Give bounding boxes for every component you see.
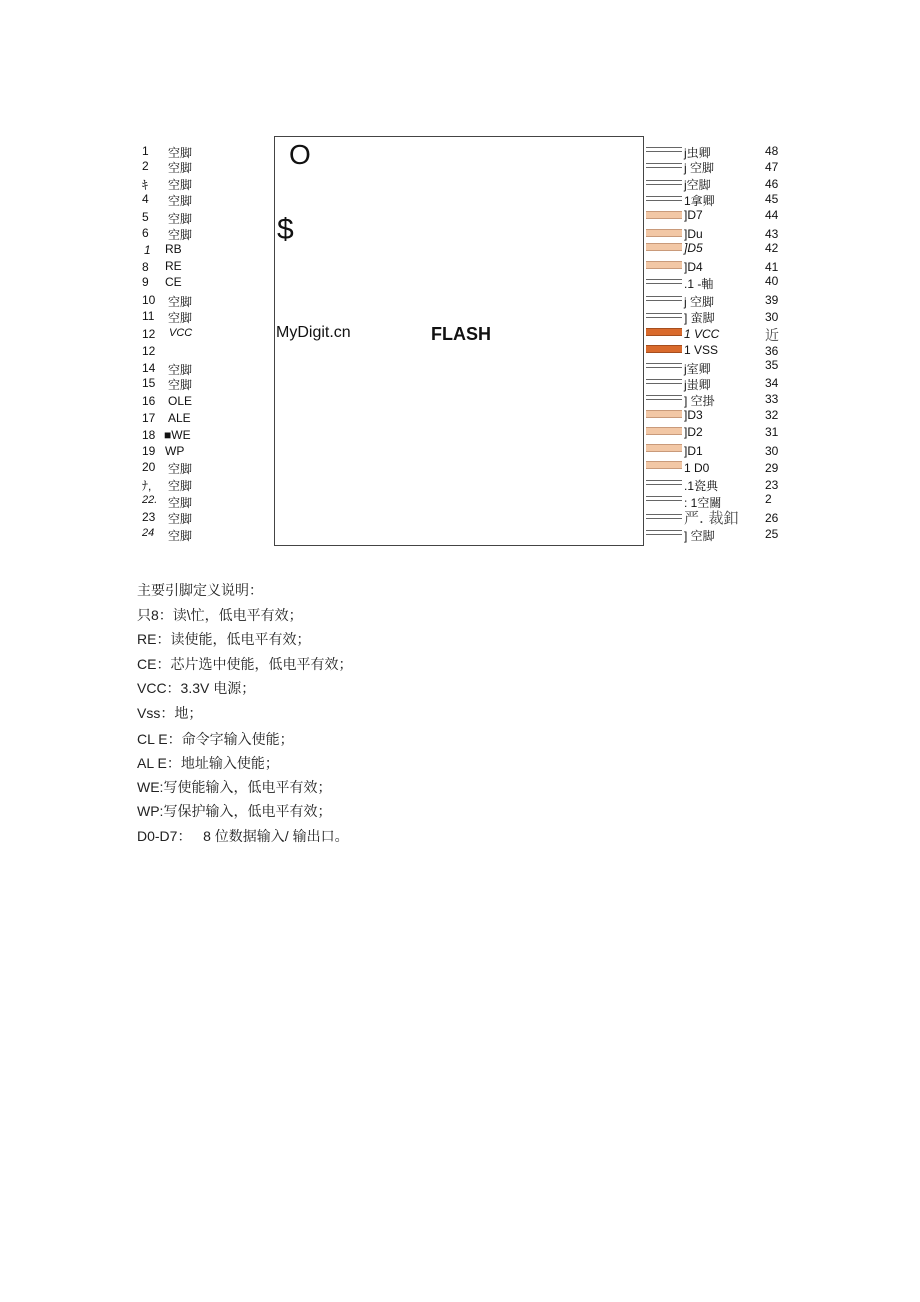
- description-line: Vss：地；: [137, 705, 203, 721]
- right-pin-label: 1拿卿: [684, 194, 715, 208]
- left-pin-number: ｷ: [142, 178, 149, 192]
- description-line: D0-D7： 8 位数据输入/ 输出口。: [137, 828, 349, 844]
- left-pin-number: 20: [142, 460, 156, 474]
- pin-line-power: [646, 345, 682, 353]
- right-pin-label: 严. 裁釦: [684, 509, 739, 527]
- left-pin-label: WP: [165, 444, 185, 458]
- description-line: AL E：地址输入使能；: [137, 755, 279, 771]
- pin-line-data: [646, 444, 682, 452]
- right-pin-label: j蚩卿: [684, 378, 711, 392]
- right-pin-number: 46: [765, 177, 779, 191]
- pin-line: [646, 496, 682, 501]
- brand-label: MyDigit.cn: [276, 324, 351, 341]
- chip-name: FLASH: [431, 324, 491, 344]
- right-pin-number: 34: [765, 376, 779, 390]
- right-pin-label: 1 D0: [684, 461, 710, 475]
- left-pin-number: 1: [144, 243, 151, 257]
- right-pin-number: 41: [765, 260, 779, 274]
- right-pin-label: .1 -軸: [684, 277, 714, 291]
- description-line: WE:写使能输入，低电平有效；: [137, 779, 332, 795]
- left-pin-label: ALE: [168, 411, 191, 425]
- right-pin-number: 23: [765, 478, 779, 492]
- pin-line: [646, 296, 682, 301]
- pin-line-data: [646, 461, 682, 469]
- right-pin-label: ]D4: [684, 260, 703, 274]
- left-pin-label: 空脚: [168, 161, 193, 175]
- pin-line: [646, 279, 682, 284]
- pin-line-data: [646, 211, 682, 219]
- right-pin-number: 26: [765, 511, 779, 525]
- left-pin-label: 空脚: [168, 295, 193, 309]
- right-pin-label: ] 空掛: [684, 394, 715, 408]
- right-pin-label: ]D2: [684, 425, 703, 439]
- pin-line: [646, 480, 682, 485]
- pin-line: [646, 363, 682, 368]
- left-pin-number: 2: [142, 159, 149, 173]
- flash-chip-body: [274, 136, 644, 546]
- pin-line: [646, 379, 682, 384]
- left-pin-number: 15: [142, 376, 156, 390]
- left-pin-label: 空脚: [168, 146, 193, 160]
- left-pin-number: 4: [142, 192, 149, 206]
- left-pin-number: 12: [142, 344, 156, 358]
- left-pin-number: 12: [142, 327, 156, 341]
- orientation-circle-mark: O: [289, 139, 311, 170]
- left-pin-label: 空脚: [168, 529, 193, 543]
- right-pin-number: 2: [765, 492, 772, 506]
- right-pin-number: 33: [765, 392, 779, 406]
- pin-line: [646, 395, 682, 400]
- right-pin-number: 40: [765, 274, 779, 288]
- pin-line-data: [646, 261, 682, 269]
- left-pin-number: 5: [142, 210, 149, 224]
- description-line: 只8：读\忙，低电平有效；: [137, 607, 303, 623]
- left-pin-label: OLE: [168, 394, 193, 408]
- right-pin-number: 48: [765, 144, 779, 158]
- right-pin-number: 45: [765, 192, 779, 206]
- right-pin-number: 42: [765, 241, 779, 255]
- left-pin-label: 空脚: [168, 378, 193, 392]
- left-pin-number: 10: [142, 293, 156, 307]
- left-pin-label: ■WE: [164, 428, 191, 442]
- right-pin-number: 32: [765, 408, 779, 422]
- left-pin-number: 1: [142, 144, 149, 158]
- pin-line: [646, 147, 682, 152]
- description-line: CE：芯片选中使能，低电平有效；: [137, 656, 353, 672]
- left-pin-label: 空脚: [168, 462, 193, 476]
- right-pin-label: j虫卿: [684, 146, 711, 160]
- left-pin-label: 空脚: [168, 194, 193, 208]
- right-pin-label: ]D7: [684, 208, 703, 222]
- left-pin-label: 空脚: [168, 363, 193, 377]
- left-pin-number: 11: [142, 309, 155, 323]
- left-pin-number: 22.: [142, 494, 158, 506]
- right-pin-label: 1 VSS: [684, 343, 719, 357]
- right-pin-label: j 空脚: [684, 295, 715, 309]
- right-pin-label: ]D5: [684, 241, 703, 255]
- description-line: CL E：命令字输入使能；: [137, 731, 294, 747]
- description-line: WP:写保护输入，低电平有效；: [137, 803, 332, 819]
- right-pin-number: 35: [765, 358, 779, 372]
- pin-line: [646, 163, 682, 168]
- right-pin-label: ]D1: [684, 444, 703, 458]
- left-pin-label: RE: [165, 259, 182, 273]
- left-pin-number: 6: [142, 226, 149, 240]
- right-pin-label: j 空脚: [684, 161, 715, 175]
- left-pin-number: 23: [142, 510, 156, 524]
- left-pin-number: 17: [142, 411, 156, 425]
- description-line: RE：读使能，低电平有效；: [137, 631, 311, 647]
- pin-line-power: [646, 328, 682, 336]
- left-pin-label: 空脚: [168, 178, 193, 192]
- pin-line-data: [646, 229, 682, 237]
- right-pin-number: 39: [765, 293, 779, 307]
- left-pin-label: 空脚: [168, 479, 193, 493]
- left-pin-number: 16: [142, 394, 156, 408]
- left-pin-label: 空脚: [168, 512, 193, 526]
- right-pin-label: j室卿: [684, 362, 711, 376]
- left-pin-label: VCC: [169, 327, 193, 339]
- left-pin-number: 19: [142, 444, 156, 458]
- right-pin-number: 近: [765, 328, 779, 344]
- left-pin-label: 空脚: [168, 228, 193, 242]
- left-pin-label: 空脚: [168, 212, 193, 226]
- left-pin-label: 空脚: [168, 496, 193, 510]
- left-pin-label: 空脚: [168, 311, 193, 325]
- left-pin-number: 14: [142, 361, 156, 375]
- right-pin-number: 31: [765, 425, 779, 439]
- left-pin-number: ﾅ,: [142, 479, 152, 493]
- right-pin-label: : 1空關: [684, 496, 722, 510]
- left-pin-number: 24: [142, 527, 155, 539]
- right-pin-label: ]D3: [684, 408, 703, 422]
- description-line: VCC：3.3V 电源；: [137, 680, 256, 696]
- left-pin-label: CE: [165, 275, 182, 289]
- pin-line: [646, 514, 682, 519]
- pin-line: [646, 313, 682, 318]
- pin-line: [646, 180, 682, 185]
- right-pin-label: ] 空脚: [684, 529, 715, 543]
- left-pin-number: 18: [142, 428, 156, 442]
- right-pin-number: 30: [765, 310, 779, 324]
- pin-line-data: [646, 427, 682, 435]
- pin-line: [646, 196, 682, 201]
- right-pin-number: 47: [765, 160, 779, 174]
- right-pin-label: 1 VCC: [684, 327, 720, 341]
- right-pin-number: 36: [765, 344, 779, 358]
- right-pin-number: 43: [765, 227, 779, 241]
- pin-line-data: [646, 243, 682, 251]
- left-pin-number: 8: [142, 260, 149, 274]
- right-pin-number: 25: [765, 527, 779, 541]
- right-pin-number: 29: [765, 461, 779, 475]
- right-pin-label: j空脚: [684, 178, 711, 192]
- left-pin-label: RB: [165, 242, 182, 256]
- right-pin-number: 44: [765, 208, 779, 222]
- left-pin-number: 9: [142, 275, 149, 289]
- right-pin-label: .1瓷典: [684, 479, 719, 493]
- right-pin-number: 30: [765, 444, 779, 458]
- pin-line-data: [646, 410, 682, 418]
- dollar-mark: $: [277, 213, 294, 246]
- pin-line: [646, 530, 682, 535]
- right-pin-label: ]Du: [684, 227, 703, 241]
- right-pin-label: ] 蛮脚: [684, 311, 715, 325]
- description-title: 主要引脚定义说明：: [137, 582, 263, 598]
